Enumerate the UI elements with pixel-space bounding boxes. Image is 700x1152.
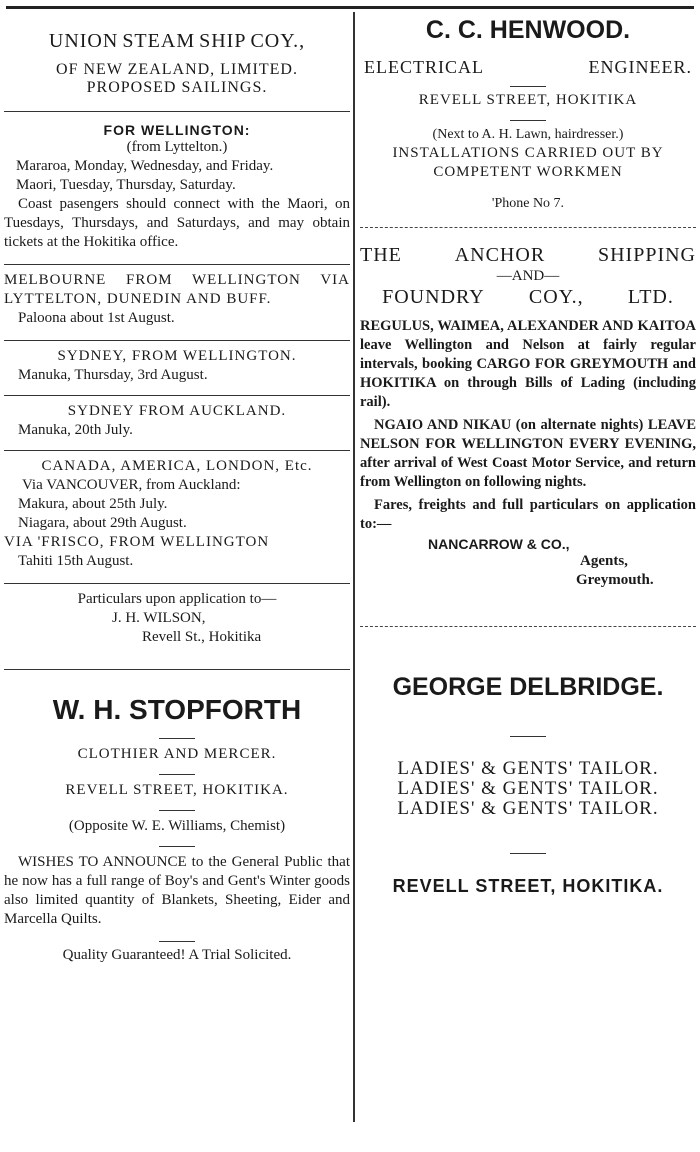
- henwood-title-electrical: ELECTRICAL: [364, 57, 484, 77]
- divider: [4, 111, 350, 112]
- canada-line: Via VANCOUVER, from Auckland:: [22, 477, 241, 493]
- delbridge-ad: [360, 673, 696, 897]
- union-proposed-sailings: PROPOSED SAILINGS.: [86, 79, 268, 96]
- anchor-agent: NANCARROW & CO.,: [428, 536, 570, 552]
- union-title-word-1: UNION: [48, 30, 119, 52]
- anchor-paragraph-1: REGULUS, WAIMEA, ALEXANDER AND KAITOA leave Wellington and Nelson at fairly regular intervals, booking CARGO FOR GREYMOUTH and HOKITIKA on through Bills of Lading (including rail).: [360, 318, 696, 410]
- section-divider: [360, 626, 696, 627]
- sydney-wellington-line: Manuka, Thursday, 3rd August.: [18, 367, 208, 383]
- henwood-name: C. C. HENWOOD.: [425, 16, 631, 44]
- section-divider: [4, 669, 350, 670]
- anchor-title-word: THE: [360, 244, 402, 266]
- stopforth-trade: CLOTHIER AND MERCER.: [77, 746, 277, 762]
- anchor-title-word: FOUNDRY: [382, 286, 485, 308]
- sydney-auckland-heading: SYDNEY FROM AUCKLAND.: [67, 403, 287, 419]
- agent-address: Revell St., Hokitika: [142, 629, 262, 645]
- divider: [4, 450, 350, 451]
- short-rule: [510, 736, 546, 737]
- sailing-note: Coast pasengers should connect with the Maori, on Tuesdays, Thursdays, and Saturdays, and may obtain tickets at the Hokitika office.: [4, 196, 350, 250]
- left-column: [4, 14, 350, 965]
- short-rule: [159, 846, 195, 847]
- anchor-agent-town: Greymouth.: [576, 572, 654, 588]
- union-subtitle: OF NEW ZEALAND, LIMITED.: [56, 61, 298, 78]
- union-title-word-2: STEAM: [122, 30, 196, 52]
- short-rule: [510, 120, 546, 121]
- short-rule: [510, 853, 546, 854]
- stopforth-quality: Quality Guaranteed! A Trial Solicited.: [62, 947, 292, 963]
- henwood-installations: INSTALLATIONS CARRIED OUT BY COMPETENT WORKMEN: [392, 145, 664, 180]
- anchor-title-word: COY.,: [528, 286, 584, 308]
- wellington-subheading: (from Lyttelton.): [126, 139, 228, 155]
- anchor-paragraph-2: NGAIO AND NIKAU (on alternate nights) LEAVE NELSON FOR WELLINGTON EVERY EVENING, after arrival of West Coast Motor Service, and return from Wellington on following nights.: [360, 417, 696, 490]
- melbourne-heading: MELBOURNE FROM WELLINGTON VIA LYTTELTON, DUNEDIN AND BUFF.: [4, 272, 350, 307]
- section-divider: [360, 227, 696, 228]
- delbridge-tailor-line: LADIES' & GENTS' TAILOR.: [397, 798, 659, 819]
- top-rule: [6, 6, 694, 9]
- anchor-and: —AND—: [496, 268, 560, 284]
- canada-line: Makura, about 25th July.: [18, 496, 168, 512]
- anchor-title-row-1: [360, 244, 696, 267]
- henwood-title: [360, 57, 696, 78]
- anchor-paragraph-3: Fares, freights and full particulars on application to:—: [360, 497, 696, 532]
- delbridge-tailor-lines: [360, 759, 696, 819]
- henwood-address: REVELL STREET, HOKITIKA: [418, 92, 638, 108]
- short-rule: [159, 810, 195, 811]
- henwood-phone: 'Phone No 7.: [491, 196, 565, 211]
- divider: [4, 395, 350, 396]
- union-title-word-3: SHIP: [199, 30, 247, 52]
- agent-name: J. H. WILSON,: [112, 610, 206, 626]
- union-title: [4, 30, 350, 53]
- particulars-line: Particulars upon application to—: [77, 591, 277, 607]
- anchor-title-word: SHIPPING: [597, 244, 696, 266]
- short-rule: [159, 941, 195, 942]
- stopforth-ad: [4, 694, 350, 965]
- sydney-wellington-heading: SYDNEY, FROM WELLINGTON.: [57, 348, 297, 364]
- stopforth-address: REVELL STREET, HOKITIKA.: [65, 782, 289, 798]
- canada-heading: CANADA, AMERICA, LONDON, Etc.: [41, 458, 313, 474]
- sailing-line: Maori, Tuesday, Thursday, Saturday.: [16, 177, 236, 193]
- melbourne-line: Paloona about 1st August.: [18, 310, 175, 326]
- stopforth-opposite: (Opposite W. E. Williams, Chemist): [68, 818, 286, 834]
- anchor-agent-role: Agents,: [580, 553, 628, 569]
- delbridge-address: REVELL STREET, HOKITIKA.: [392, 876, 664, 896]
- divider: [4, 340, 350, 341]
- canada-line: Niagara, about 29th August.: [18, 515, 187, 531]
- union-title-word-4: COY.,: [250, 30, 306, 52]
- wellington-heading: FOR WELLINGTON:: [103, 122, 251, 138]
- henwood-ad: [360, 16, 696, 213]
- divider: [4, 583, 350, 584]
- divider: [4, 264, 350, 265]
- short-rule: [159, 774, 195, 775]
- frisco-heading: VIA 'FRISCO, FROM WELLINGTON: [4, 534, 270, 550]
- stopforth-announcement: WISHES TO ANNOUNCE to the General Public that he now has a full range of Boy's and Gent's Winter goods also limited quantity of Blankets, Sheeting, Eider and Marcella Quilts.: [4, 854, 350, 927]
- frisco-line: Tahiti 15th August.: [18, 553, 134, 569]
- anchor-title-word: ANCHOR: [454, 244, 546, 266]
- delbridge-tailor-line: LADIES' & GENTS' TAILOR.: [397, 778, 659, 799]
- anchor-shipping-ad: [360, 244, 696, 590]
- anchor-title-row-2: [360, 286, 696, 309]
- short-rule: [159, 738, 195, 739]
- henwood-next-to: (Next to A. H. Lawn, hairdresser.): [432, 127, 624, 142]
- sailing-line: Mararoa, Monday, Wednesday, and Friday.: [16, 158, 274, 174]
- column-rule: [353, 12, 355, 1122]
- sydney-auckland-line: Manuka, 20th July.: [18, 422, 133, 438]
- delbridge-name: GEORGE DELBRIDGE.: [392, 673, 664, 701]
- stopforth-name: W. H. STOPFORTH: [52, 694, 302, 725]
- right-column: [360, 14, 696, 897]
- henwood-title-engineer: ENGINEER.: [588, 57, 692, 77]
- delbridge-tailor-line: LADIES' & GENTS' TAILOR.: [397, 758, 659, 779]
- anchor-title-word: LTD.: [627, 286, 674, 308]
- short-rule: [510, 86, 546, 87]
- union-steamship-ad: [4, 30, 350, 647]
